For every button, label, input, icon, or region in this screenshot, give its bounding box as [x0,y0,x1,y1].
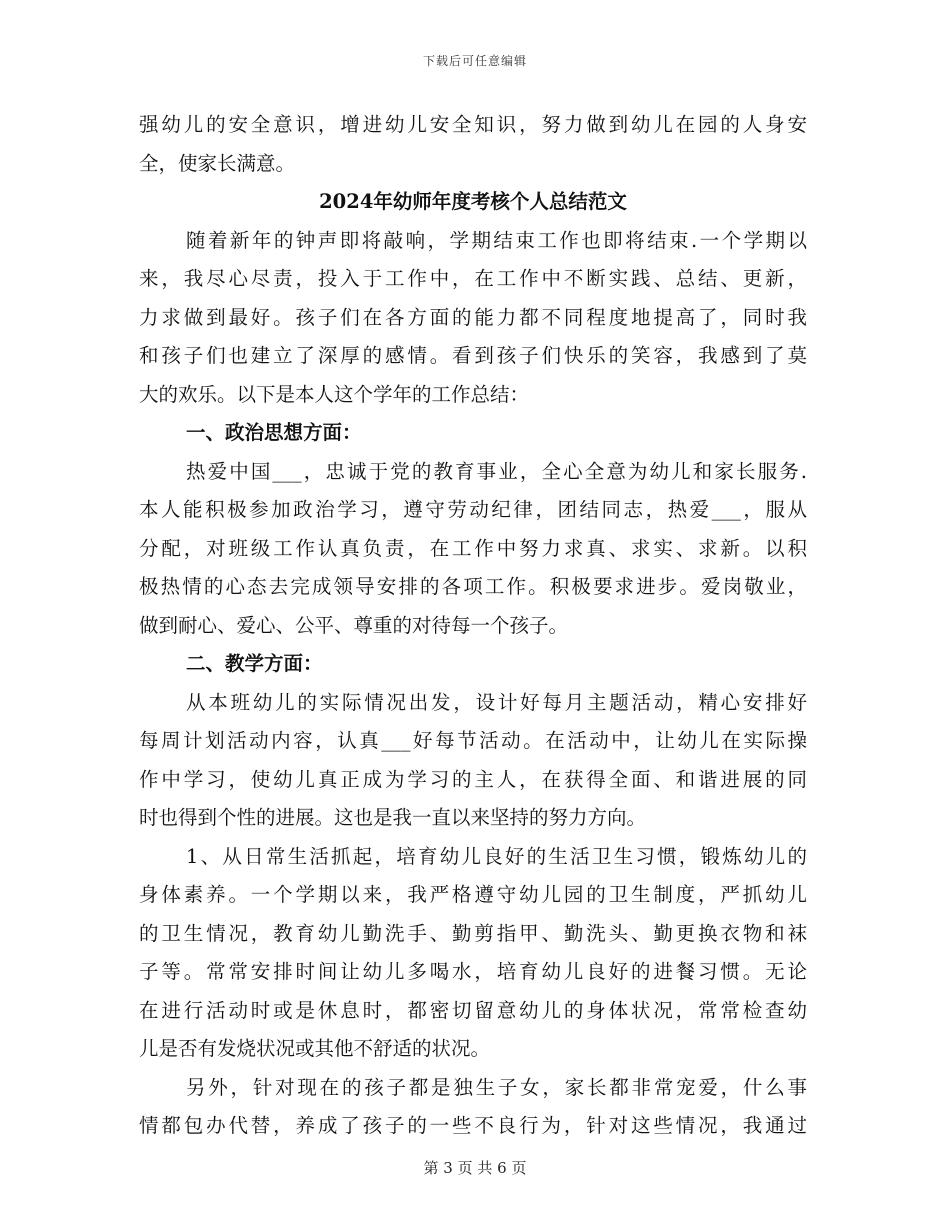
text-line: 来，我尽心尽责，投入于工作中，在工作中不断实践、总结、更新， [139,267,807,290]
text-line: 本人能积极参加政治学习，遵守劳动纪律，团结同志，热爱___，服从 [139,498,807,521]
text-line: 从本班幼儿的实际情况出发，设计好每月主题活动，精心安排好 [186,690,807,714]
text-line: 情都包办代替，养成了孩子的一些不良行为，针对这些情况，我通过 [139,1114,807,1137]
text-line: 时也得到个性的进展。这也是我一直以来坚持的努力方向。 [139,806,647,829]
text-line: 和孩子们也建立了深厚的感情。看到孩子们快乐的笑容，我感到了莫 [139,344,807,367]
text-line: 强幼儿的安全意识，增进幼儿安全知识，努力做到幼儿在园的人身安 [139,113,807,136]
text-line: 随着新年的钟声即将敲响，学期结束工作也即将结束.一个学期以 [186,228,807,252]
page-footer: 第 3 页 共 6 页 [423,1159,527,1177]
text-line: 每周计划活动内容，认真___好每节活动。在活动中，让幼儿在实际操 [139,729,807,752]
text-line: 的卫生情况，教育幼儿勤洗手、勤剪指甲、勤洗头、勤更换衣物和袜 [139,921,807,945]
text-line: 极热情的心态去完成领导安排的各项工作。积极要求进步。爱岗敬业， [139,575,807,598]
document-title: 2024年幼师年度考核个人总结范文 [319,190,627,213]
text-line: 全，使家长满意。 [139,151,296,175]
text-line: 1、从日常生活抓起，培育幼儿良好的生活卫生习惯，锻炼幼儿的 [186,844,807,868]
text-line: 大的欢乐。以下是本人这个学年的工作总结： [139,382,530,406]
section-heading: 二、教学方面： [186,652,323,675]
text-line: 在进行活动时或是休息时，都密切留意幼儿的身体状况，常常检查幼 [139,998,807,1022]
text-line: 做到耐心、爱心、公平、尊重的对待每一个孩子。 [139,613,569,637]
section-heading: 一、政治思想方面： [186,421,362,444]
text-line: 子等。常常安排时间让幼儿多喝水，培育幼儿良好的进餐习惯。无论 [139,960,807,983]
text-line: 作中学习，使幼儿真正成为学习的主人，在获得全面、和谐进展的同 [139,767,807,791]
page-header: 下载后可任意编辑 [422,54,527,68]
text-line: 身体素养。一个学期以来，我严格遵守幼儿园的卫生制度，严抓幼儿 [139,883,807,906]
text-line: 另外，针对现在的孩子都是独生子女，家长都非常宠爱，什么事 [186,1075,807,1099]
text-line: 分配，对班级工作认真负责，在工作中努力求真、求实、求新。以积 [139,536,807,560]
document-body [139,106,807,1146]
text-line: 儿是否有发烧状况或其他不舒适的状况。 [139,1037,491,1060]
text-line: 热爱中国___，忠诚于党的教育事业，全心全意为幼儿和家长服务. [186,459,807,483]
text-line: 力求做到最好。孩子们在各方面的能力都不同程度地提高了，同时我 [139,305,807,329]
